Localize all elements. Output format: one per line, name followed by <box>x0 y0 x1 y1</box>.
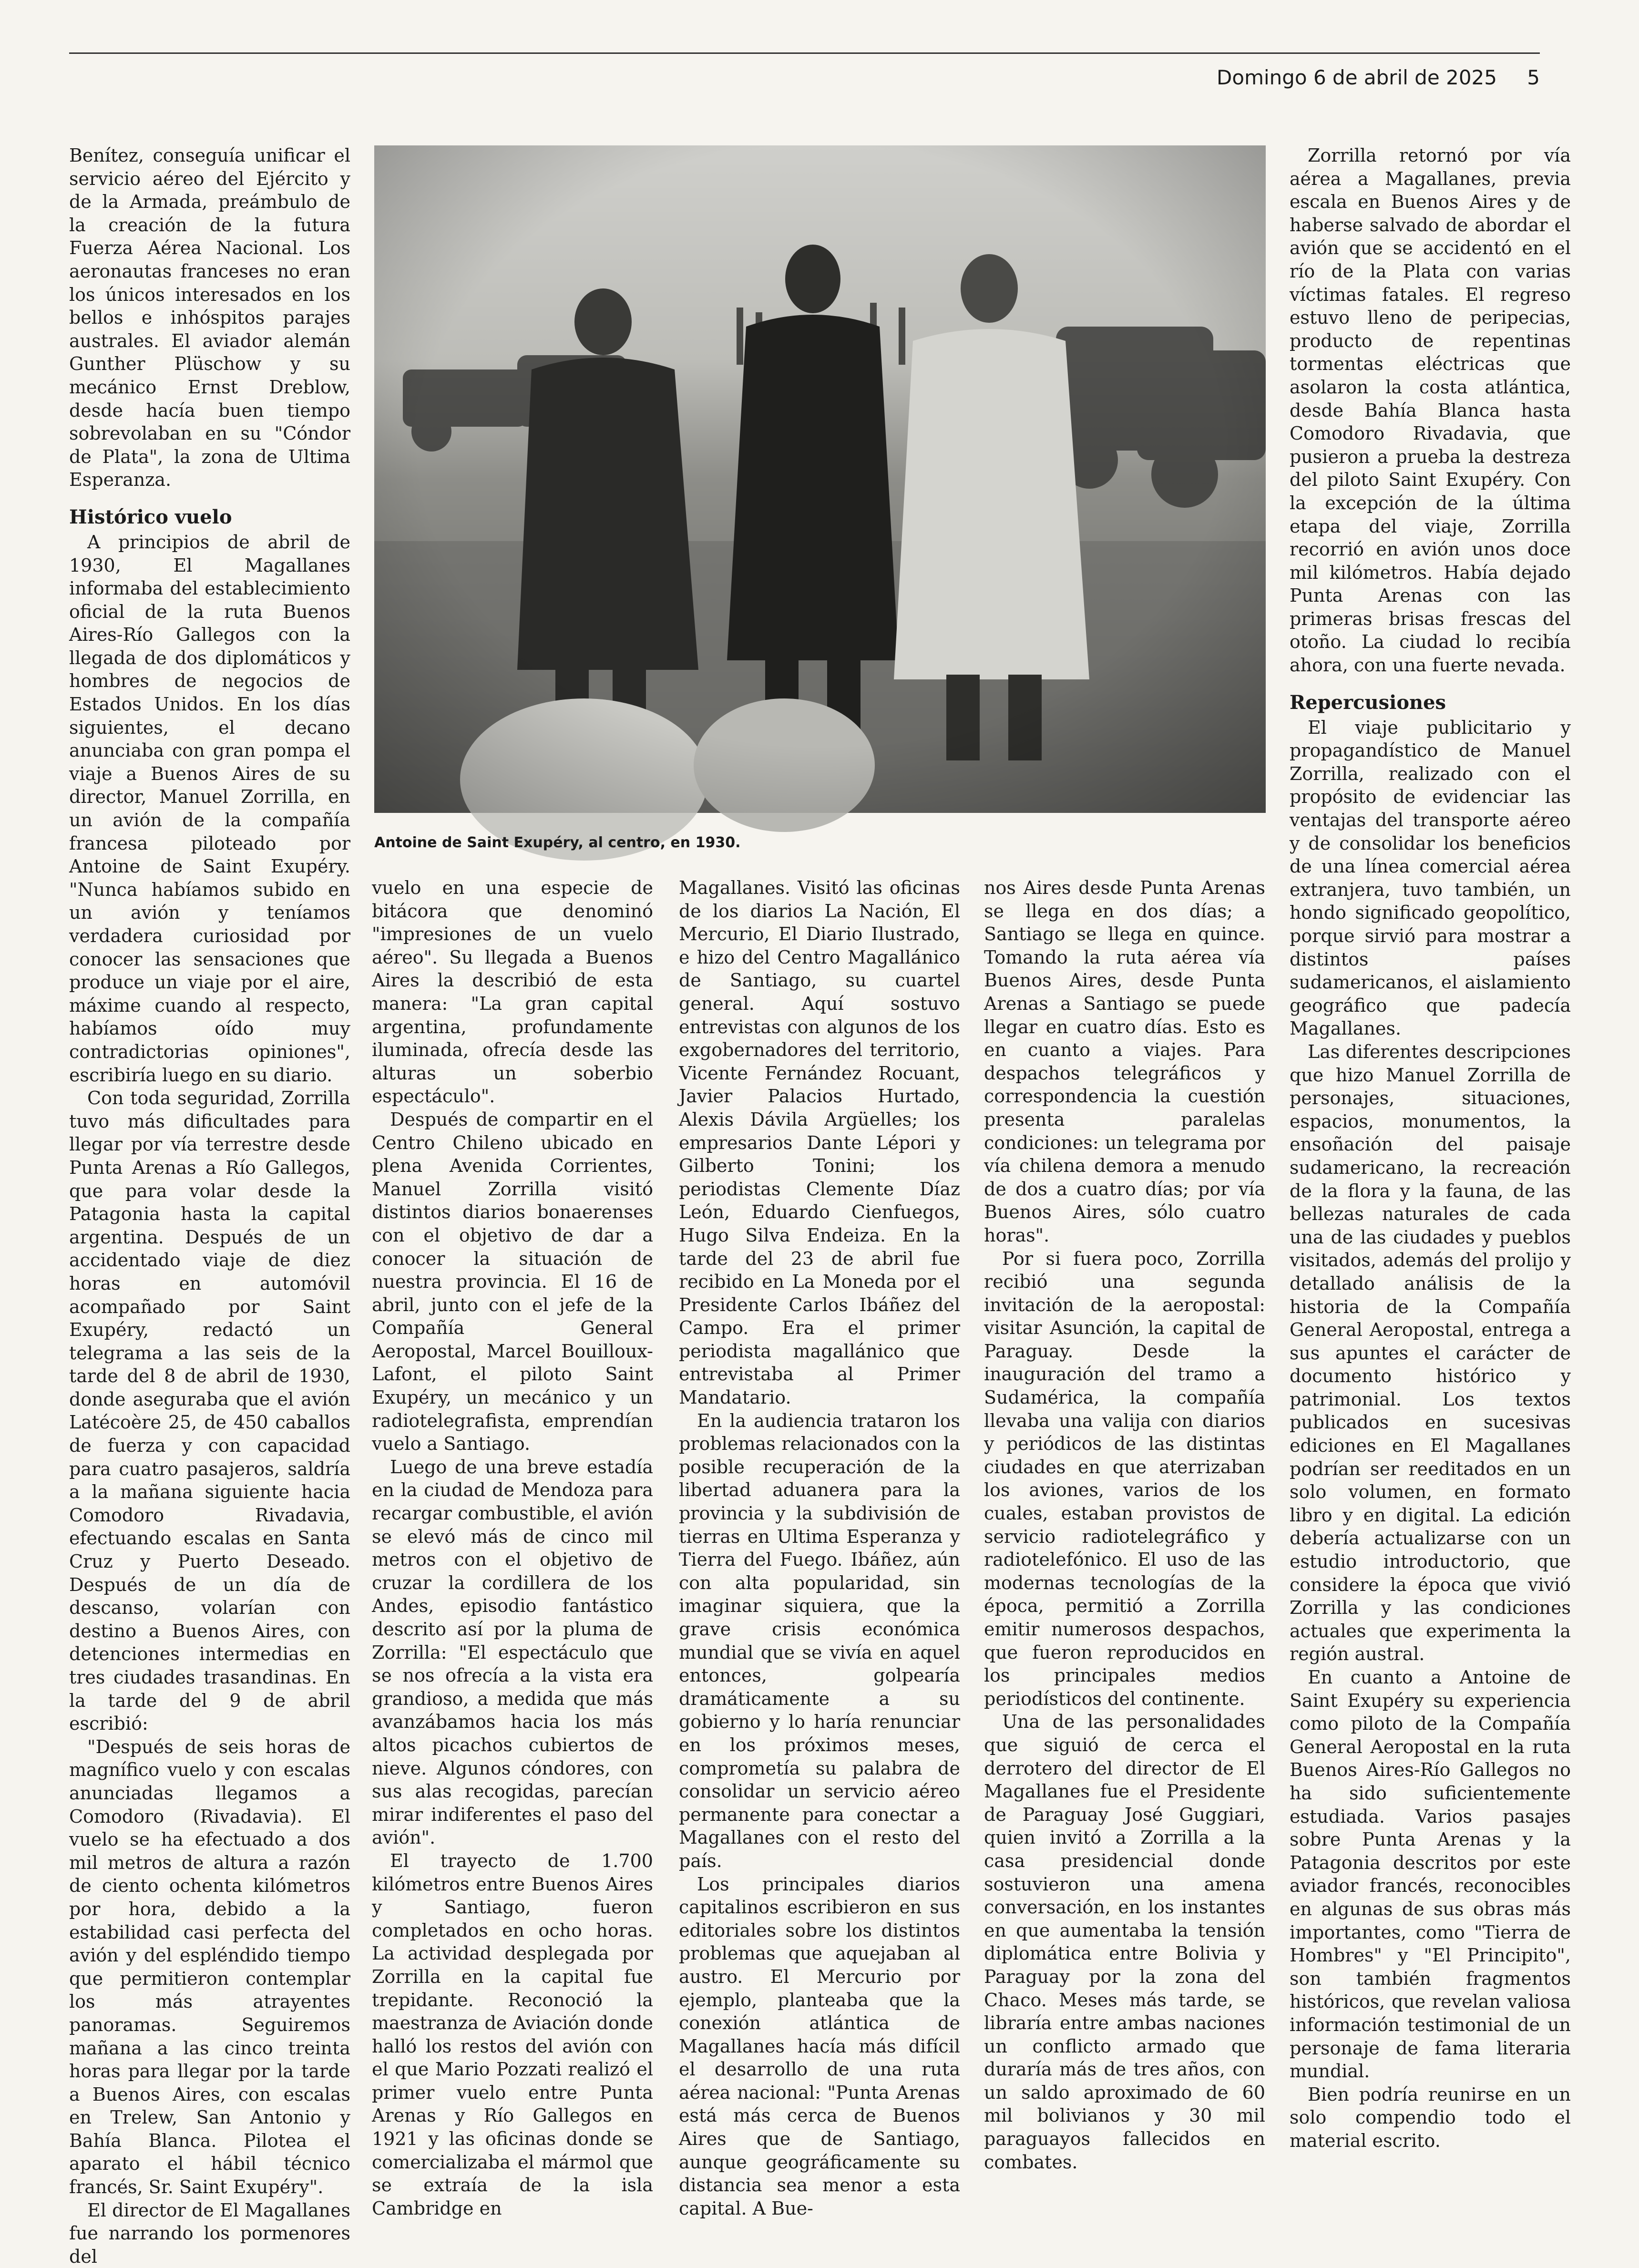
paragraph: nos Aires desde Punta Arenas se llega en dos días; a Santiago se llega en quince. Tomando la ruta aérea vía Buenos Aires, desde Punta Arenas a Santiago se puede llegar en cuatro días. Esto es en cuanto a viajes. Para despachos telegráficos y correspondencia la cuestión presenta paralelas condiciones: un telegrama por vía chilena demora a menudo de dos a cuatro días; por vía Buenos Aires, sólo cuatro horas". <box>984 877 1265 1246</box>
article-column-1 <box>69 144 350 2267</box>
paragraph: A principios de abril de 1930, El Magallanes informaba del establecimiento oficial de la ruta Buenos Aires-Río Gallegos con la llegada de dos diplomáticos y hombres de negocios de Estados Unidos. En los días siguientes, el decano anunciaba con gran pompa el viaje a Buenos Aires de su director, Manuel Zorrilla, en un avión de la compañía francesa piloteado por Antoine de Saint Exupéry. "Nunca habíamos subido en un avión y teníamos verdadera curiosidad por conocer las sensaciones que produce un viaje por el aire, máxime cuando al respecto, habíamos oído muy contradictorias opiniones", escribiría luego en su diario. <box>69 531 350 1086</box>
paragraph: En la audiencia trataron los problemas relacionados con la posible recuperación de la libertad aduanera para la provincia y la subdivisión de tierras en Ultima Esperanza y Tierra del Fuego. Ibáñez, aún con alta popularidad, sin imaginar siquiera, que la grave crisis económica mundial que se vivía en aquel entonces, golpearía dramáticamente a su gobierno y lo haría renunciar en los próximos meses, comprometía su palabra de consolidar un servicio aéreo permanente para conectar a Magallanes con el resto del país. <box>679 1410 960 1871</box>
page-number: 5 <box>1527 66 1540 89</box>
paragraph: Después de compartir en el Centro Chileno ubicado en plena Avenida Corrientes, Manuel Zorrilla visitó distintos diarios bonaerenses con el objetivo de dar a conocer la situación de nuestra provincia. El 16 de abril, junto con el jefe de la Compañía General Aeropostal, Marcel Bouilloux-Lafont, el piloto Saint Exupéry, un mecánico y un radiotelegrafista, emprendían vuelo a Santiago. <box>372 1108 653 1455</box>
paragraph: Benítez, conseguía unificar el servicio aéreo del Ejército y de la Armada, preámbulo de la creación de la futura Fuerza Aérea Nacional. Los aeronautas franceses no eran los únicos interesados en los bellos e inhóspitos parajes australes. El aviador alemán Gunther Plüschow y su mecánico Ernst Dreblow, desde hacía buen tiempo sobrevolaban en su "Cóndor de Plata", la zona de Ultima Esperanza. <box>69 145 350 491</box>
paragraph: El director de El Magallanes fue narrando los pormenores del <box>69 2199 350 2267</box>
article-column-3 <box>679 876 960 2219</box>
article-column-2 <box>372 876 653 2219</box>
paragraph: Una de las personalidades que siguió de cerca el derrotero del director de El Magallanes fue el Presidente de Paraguay José Guggiari, quien invitó a Zorrilla a la casa presidencial donde sostuvieron una amena conversación, en los instantes en que aumentaba la tensión diplomática entre Bolivia y Paraguay por la zona del Chaco. Meses más tarde, se libraría entre ambas naciones un conflicto armado que duraría más de tres años, con un saldo aproximado de 60 mil bolivianos y 30 mil paraguayos fallecidos en combates. <box>984 1711 1265 2173</box>
paragraph: En cuanto a Antoine de Saint Exupéry su experiencia como piloto de la Compañía General Aeropostal en la ruta Buenos Aires-Río Gallegos no ha sido suficientemente estudiada. Varios pasajes sobre Punta Arenas y la Patagonia descritos por este aviador francés, reconocibles en algunas de sus obras más importantes, como "Tierra de Hombres" y "El Principito", son también fragmentos históricos, que revelan valiosa información testimonial de un personaje de fama literaria mundial. <box>1290 1667 1571 2082</box>
paragraph: Magallanes. Visitó las oficinas de los diarios La Nación, El Mercurio, El Diario Ilustrado, e hizo del Centro Magallánico de Santiago, su cuartel general. Aquí sostuvo entrevistas con algunos de los exgobernadores del territorio, Vicente Fernández Rocuant, Javier Palacios Hurtado, Alexis Dávila Argüelles; los empresarios Dante Lépori y Gilberto Tonini; los periodistas Clemente Díaz León, Eduardo Cienfuegos, Hugo Silva Endeiza. En la tarde del 23 de abril fue recibido en La Moneda por el Presidente Carlos Ibáñez del Campo. Era el primer periodista magallánico que entrevistaba al Primer Mandatario. <box>679 877 960 1408</box>
section-heading: Repercusiones <box>1290 691 1446 714</box>
paragraph: Los principales diarios capitalinos escribieron en sus editoriales sobre los distintos problemas que aquejaban al austro. El Mercurio por ejemplo, planteaba que la conexión atlántica de Magallanes hacía más difícil el desarrollo de una ruta aérea nacional: "Punta Arenas está más cerca de Buenos Aires que de Santiago, aunque geográficamente su distancia sea menor a esta capital. A Bue- <box>679 1873 960 2219</box>
paragraph: Bien podría reunirse en un solo compendio todo el material escrito. <box>1290 2083 1571 2151</box>
article-column-4 <box>984 876 1265 2173</box>
photo-caption: Antoine de Saint Exupéry, al centro, en 1930. <box>374 834 741 851</box>
paragraph: Zorrilla retornó por vía aérea a Magallanes, previa escala en Buenos Aires y de haberse salvado de abordar el avión que se accidentó en el río de la Plata con varias víctimas fatales. El regreso estuvo lleno de peripecias, producto de repentinas tormentas eléctricas que asolaron la costa atlántica, desde Bahía Blanca hasta Comodoro Rivadavia, que pusieron a prueba la destreza del piloto Saint Exupéry. Con la excepción de la última etapa del viaje, Zorrilla recorrió en avión unos doce mil kilómetros. Había dejado Punta Arenas con las primeras brisas frescas del otoño. La ciudad lo recibía ahora, con una fuerte nevada. <box>1290 145 1571 676</box>
paragraph: El viaje publicitario y propagandístico de Manuel Zorrilla, realizado con el propósito de evidenciar las ventajas del transporte aéreo y de consolidar los beneficios de una línea comercial aérea extranjera, tuvo también, un hondo significado geopolítico, porque sirvió para mostrar a distintos países sudamericanos, el aislamiento geográfico que padecía Magallanes. <box>1290 717 1571 1039</box>
issue-date: Domingo 6 de abril de 2025 <box>1217 66 1497 89</box>
section-heading: Histórico vuelo <box>69 505 232 528</box>
article-column-5 <box>1290 144 1571 2151</box>
paragraph: Con toda seguridad, Zorrilla tuvo más dificultades para llegar por vía terrestre desde Punta Arenas a Río Gallegos, que para volar desde la Patagonia hasta la capital argentina. Después de un accidentado viaje de diez horas en automóvil acompañado por Saint Exupéry, redactó un telegrama a las seis de la tarde del 8 de abril de 1930, donde aseguraba que el avión Latécoère 25, de 450 caballos de fuerza y con capacidad para cuatro pasajeros, saldría a la mañana siguiente hacia Comodoro Rivadavia, efectuando escalas en Santa Cruz y Puerto Deseado. Después de un día de descanso, volarían con destino a Buenos Aires, con detenciones intermedias en tres ciudades trasandinas. En la tarde del 9 de abril escribió: <box>69 1088 350 1734</box>
historic-photo <box>374 145 1266 813</box>
header-rule <box>69 52 1540 54</box>
paragraph: El trayecto de 1.700 kilómetros entre Buenos Aires y Santiago, fueron completados en ocho horas. La actividad desplegada por Zorrilla en la capital fue trepidante. Reconoció la maestranza de Aviación donde halló los restos del avión con el que Mario Pozzati realizó el primer vuelo entre Punta Arenas y Río Gallegos en 1921 y las oficinas donde se comercializaba el mármol que se extraía de la isla Cambridge en <box>372 1850 653 2219</box>
paragraph: Las diferentes descripciones que hizo Manuel Zorrilla de personajes, situaciones, espacios, monumentos, la ensoñación del paisaje sudamericano, la recreación de la flora y la fauna, de las bellezas naturales de cada una de las ciudades y pueblos visitados, además del prolijo y detallado análisis de la historia de la Compañía General Aeropostal, entrega a sus apuntes el carácter de documento histórico y patrimonial. Los textos publicados en sucesivas ediciones en El Magallanes podrían ser reeditados en un solo volumen, en formato libro y en digital. La edición debería actualizarse con un estudio introductorio, que considere la época que vivió Zorrilla y las condiciones actuales que experimenta la región austral. <box>1290 1041 1571 1665</box>
photo-illustration <box>374 145 1266 813</box>
paragraph: Por si fuera poco, Zorrilla recibió una segunda invitación de la aeropostal: visitar Asunción, la capital de Paraguay. Desde la inauguración del tramo a Sudamérica, la compañía llevaba una valija con diarios y periódicos de las distintas ciudades en que aterrizaban los aviones, varios de los cuales, estaban provistos de servicio radiotelegráfico y radiotelefónico. El uso de las modernas tecnologías de la época, permitió a Zorrilla emitir numerosos despachos, que fueron reproducidos en los principales medios periodísticos del continente. <box>984 1248 1265 1709</box>
quote-paragraph: "Después de seis horas de magnífico vuelo y con escalas anunciadas llegamos a Comodoro (Rivadavia). El vuelo se ha efectuado a dos mil metros de altura a razón de ciento ochenta kilómetros por hora, debido a la estabilidad casi perfecta del avión y del espléndido tiempo que permitieron contemplar los más atrayentes panoramas. Seguiremos mañana a las cinco treinta horas para llegar por la tarde a Buenos Aires, con escalas en Trelew, San Antonio y Bahía Blanca. Pilotea el aparato el hábil técnico francés, Sr. Saint Exupéry". <box>69 1736 350 2198</box>
paragraph: Luego de una breve estadía en la ciudad de Mendoza para recargar combustible, el avión se elevó más de cinco mil metros con el objetivo de cruzar la cordillera de los Andes, episodio fantástico descrito así por la pluma de Zorrilla: "El espectáculo que se nos ofrecía a la vista era grandioso, a medida que más avanzábamos hacia los más altos picachos cubiertos de nieve. Algunos cóndores, con sus alas recogidas, parecían mirar indiferentes el paso del avión". <box>372 1456 653 1848</box>
paragraph: vuelo en una especie de bitácora que denominó "impresiones de un vuelo aéreo". Su llegada a Buenos Aires la describió de esta manera: "La gran capital argentina, profundamente iluminada, ofrecía desde las alturas un soberbio espectáculo". <box>372 877 653 1107</box>
